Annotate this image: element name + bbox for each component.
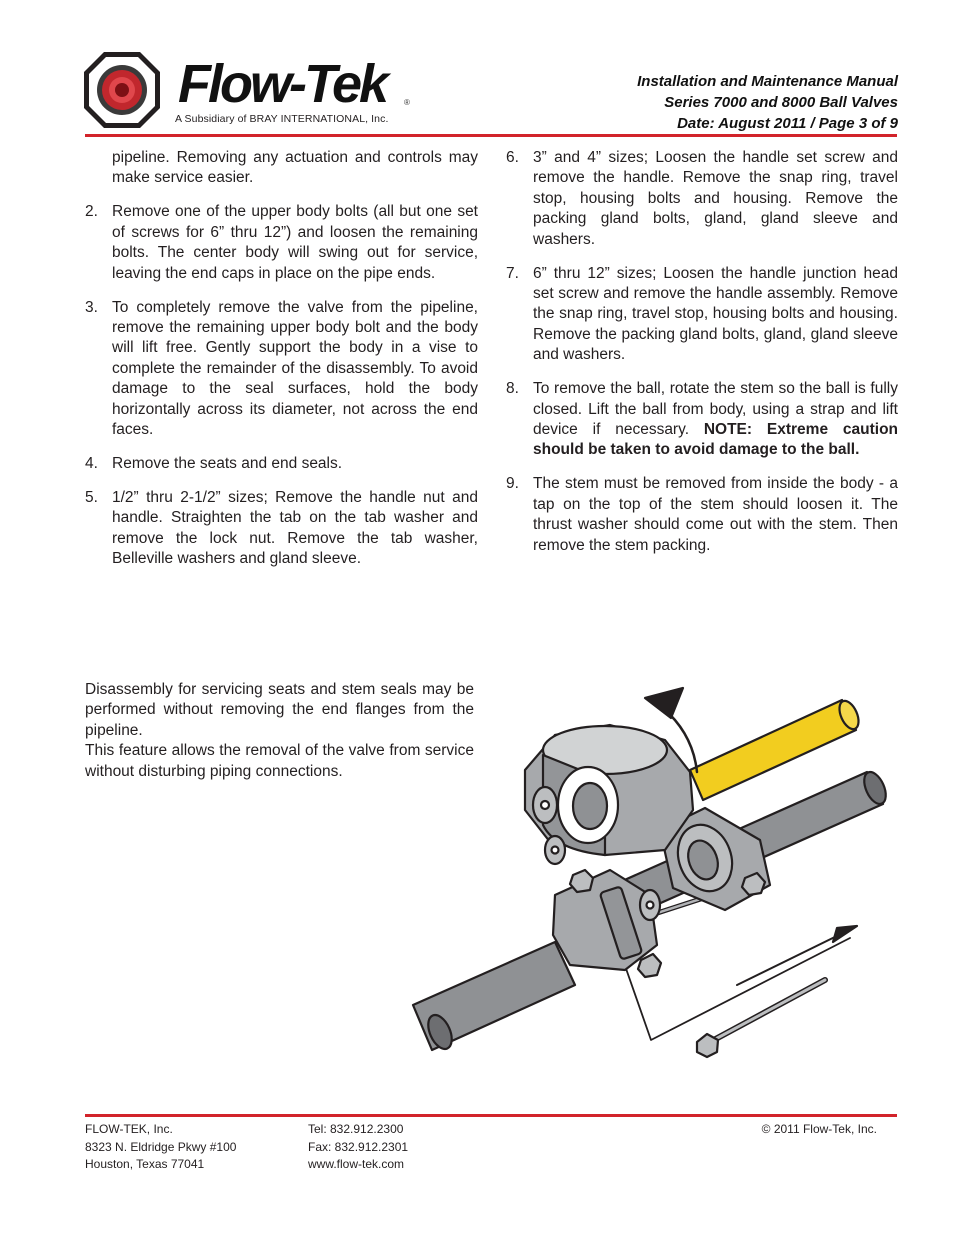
header-line-3: Date: August 2011 / Page 3 of 9: [677, 115, 898, 132]
step-4: [85, 454, 478, 474]
valve-disassembly-illustration: [405, 680, 905, 1070]
header-line-2: Series 7000 and 8000 Ball Valves: [664, 94, 898, 111]
step-text: 3” and 4” sizes; Loosen the handle set screw and remove the handle. Remove the snap ring, travel stop, housing bolts and housing. Remove the packing gland bolts, gland, gland sleeve and washers.: [533, 149, 898, 248]
footer-copyright: © 2011 Flow-Tek, Inc.: [761, 1122, 877, 1136]
footer-address-line-1: 8323 N. Eldridge Pkwy #100: [85, 1139, 237, 1154]
step-7: [506, 264, 898, 366]
footer-address-line-2: Houston, Texas 77041: [85, 1157, 205, 1171]
step-9: [506, 474, 898, 556]
step-2: [85, 202, 478, 284]
footer-divider: [85, 1114, 897, 1117]
step-number: 7.: [506, 264, 519, 282]
footer-contact: [308, 1121, 408, 1174]
right-column: [506, 148, 898, 556]
step-8: [506, 379, 898, 461]
step-number: 9.: [506, 475, 519, 493]
step-text: Remove one of the upper body bolts (all but one set of screws for 6” thru 12”) and loosen the remaining bolts. The center body will swing out for service, leaving the end caps in place on the pipe ends.: [112, 203, 478, 282]
step-8-body: To remove the ball, rotate the stem so the ball is fully closed. Lift the ball from body, using a strap and lift device if necessary.: [533, 380, 898, 439]
step-number: 6.: [506, 149, 519, 166]
left-column: [85, 148, 478, 570]
footer-address: [85, 1121, 236, 1174]
step-text: [533, 379, 898, 461]
footer-tel: Tel: 832.912.2300: [308, 1122, 404, 1136]
brand-logo: [82, 50, 422, 130]
step-number: 3.: [85, 298, 98, 316]
step-text: Remove the seats and end seals.: [112, 455, 343, 473]
step-6: [506, 148, 898, 250]
header-line-1: Installation and Maintenance Manual: [637, 73, 898, 90]
footer-website-link[interactable]: www.flow-tek.com: [308, 1157, 405, 1171]
brand-subsidiary: A Subsidiary of BRAY INTERNATIONAL, Inc.: [175, 113, 389, 125]
step-5: [85, 488, 478, 570]
step-text: 1/2” thru 2-1/2” sizes; Remove the handle nut and handle. Straighten the tab on the tab washer and remove the lock nut. Remove the tab washer, Belleville washers and gland sleeve.: [112, 489, 478, 568]
step-1-continuation: pipeline. Removing any actuation and controls may make service easier.: [112, 149, 478, 187]
document-header: [637, 71, 898, 134]
step-text: To completely remove the valve from the pipeline, remove the remaining upper body bolt and the body will lift free. Gently support the body in a vise to complete the remainder of the disassembly. To avoid damage to the seal surfaces, hold the body horizontally across its diameter, not across the end faces.: [112, 298, 478, 439]
brand-name: Flow-Tek: [178, 54, 387, 114]
caution-note: NOTE: Extreme caution should be taken to avoid damage to the ball.: [533, 421, 898, 459]
step-text: 6” thru 12” sizes; Loosen the handle junction head set screw and remove the handle assembly. Remove the snap ring, travel stop, housing bolts and housing. Remove the packing gland bolts, gland, gland sleeve and washers.: [533, 264, 898, 364]
step-number: 8.: [506, 380, 519, 398]
step-3: [85, 298, 478, 441]
footer-company: FLOW-TEK, Inc.: [85, 1122, 173, 1136]
footer-fax: Fax: 832.912.2301: [308, 1139, 409, 1154]
servicing-note-p2: This feature allows the removal of the valve from service without disturbing piping connections.: [85, 742, 474, 780]
step-text: The stem must be removed from inside the body - a tap on the top of the stem should loosen it. The thrust washer should come out with the stem. Then remove the stem packing.: [533, 475, 898, 554]
servicing-note-p1: Disassembly for servicing seats and stem seals may be performed without removing the end flanges from the pipeline.: [85, 681, 474, 739]
registered-mark: ®: [404, 98, 410, 107]
step-number: 2.: [85, 203, 98, 221]
header-divider: [85, 134, 897, 137]
step-number: 4.: [85, 455, 98, 473]
logo-emblem-icon: [82, 50, 162, 130]
step-number: 5.: [85, 489, 98, 507]
